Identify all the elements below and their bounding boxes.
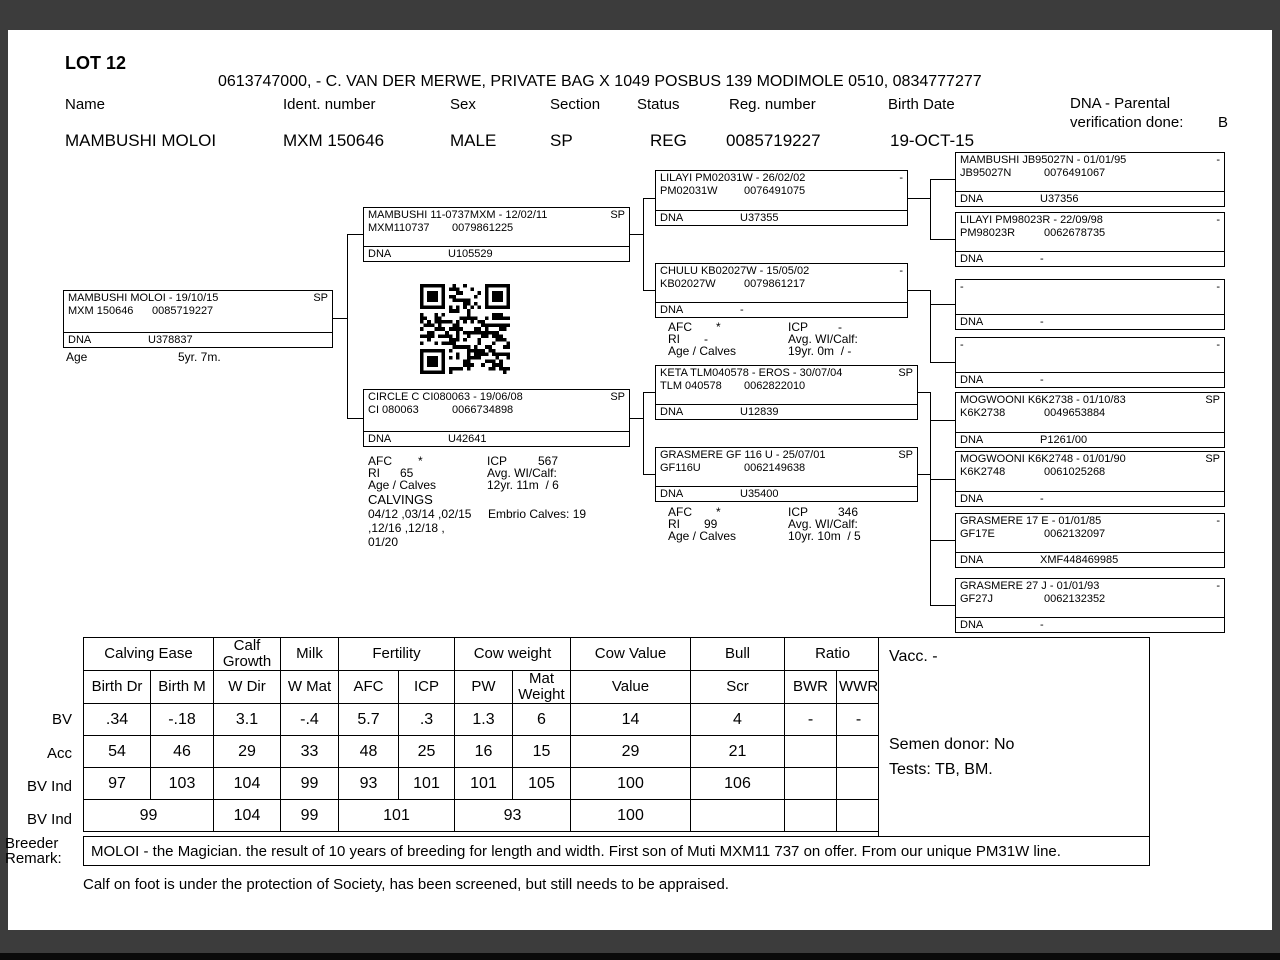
table-cell: 93 xyxy=(339,768,399,800)
value-section: SP xyxy=(550,131,573,150)
animal-id: KB02027W xyxy=(660,278,716,290)
dna-label: DNA xyxy=(960,252,984,265)
animal-id: PM98023R xyxy=(960,227,1016,239)
table-cell: 29 xyxy=(571,736,691,768)
dna-value: - xyxy=(1040,492,1044,505)
dna-verification-flag: B xyxy=(1218,114,1229,131)
table-cell: 105 xyxy=(513,768,571,800)
pedigree-connector-line xyxy=(930,239,955,240)
breeder-remark-box xyxy=(83,836,1150,866)
vacc-box xyxy=(878,637,1150,837)
pedigree-connector-line xyxy=(930,290,931,363)
gp4-icp-label: ICP xyxy=(788,505,809,519)
dna-value: U378837 xyxy=(148,333,193,346)
breeder-remark-label-1: Breeder xyxy=(5,835,59,852)
pedigree-connector-line xyxy=(930,362,955,363)
table-cell: 99 xyxy=(281,768,339,800)
breeding-values-table xyxy=(83,637,881,832)
pedigree-connector-line xyxy=(347,234,363,235)
pedigree-connector-line xyxy=(347,418,363,419)
animal-title: LILAYI PM98023R - 22/09/98 xyxy=(960,214,1103,226)
dna-label: DNA xyxy=(960,553,984,566)
pedigree-box-sire xyxy=(363,207,630,262)
label-reg-number: Reg. number xyxy=(729,96,816,113)
dam-agecalves-value: 12yr. 11m / 6 xyxy=(487,478,559,492)
embrio-calves: Embrio Calves: 19 xyxy=(488,507,587,521)
calvings-line1: 04/12 ,03/14 ,02/15 xyxy=(368,507,472,521)
table-cell: 101 xyxy=(455,768,513,800)
dna-value: U105529 xyxy=(448,247,493,260)
pedigree-connector-line xyxy=(918,392,930,393)
gp2-icp-label: ICP xyxy=(788,320,809,334)
section-flag: SP xyxy=(898,449,913,461)
animal-title: - xyxy=(960,339,964,351)
col-header: W Mat xyxy=(281,671,339,704)
dam-ri-label: RI xyxy=(368,466,380,480)
value-reg-number: 0085719227 xyxy=(726,131,821,150)
dna-value: U37356 xyxy=(1040,192,1079,205)
pedigree-connector-line xyxy=(930,479,955,480)
animal-id: MXM 150646 xyxy=(68,305,134,317)
dam-afc-value: * xyxy=(418,454,423,468)
table-cell: .34 xyxy=(84,704,151,736)
dna-label: DNA xyxy=(368,432,392,445)
col-header: WWR xyxy=(837,671,881,704)
animal-reg: 0062132352 xyxy=(1044,593,1106,605)
col-header: Value xyxy=(571,671,691,704)
col-header: Scr xyxy=(691,671,785,704)
section-flag: - xyxy=(1216,515,1220,527)
table-cell xyxy=(837,800,881,832)
calvings-line3: 01/20 xyxy=(368,535,399,549)
table-cell: 99 xyxy=(281,800,339,832)
label-dna-parental: DNA - Parental xyxy=(1070,95,1171,112)
group-cow-value: Cow Value xyxy=(571,638,691,671)
pedigree-box-gp4 xyxy=(655,447,918,502)
animal-id: JB95027N xyxy=(960,167,1012,179)
gp4-ri-value: 99 xyxy=(704,517,718,531)
pedigree-box-ggp8 xyxy=(955,578,1225,633)
table-cell: 1.3 xyxy=(455,704,513,736)
animal-reg: 0049653884 xyxy=(1044,407,1106,419)
col-header: AFC xyxy=(339,671,399,704)
label-birth-date: Birth Date xyxy=(888,96,955,113)
pedigree-connector-line xyxy=(918,474,930,475)
dam-avg-label: Avg. WI/Calf: xyxy=(487,466,557,480)
section-flag: SP xyxy=(313,292,328,304)
breeder-contact-line: 0613747000, - C. VAN DER MERWE, PRIVATE BAG X 1049 POSBUS 139 MODIMOLE 0510, 0834777277 xyxy=(218,73,982,90)
group-milk: Milk xyxy=(281,638,339,671)
section-flag: - xyxy=(1216,339,1220,351)
animal-title: GRASMERE 17 E - 01/01/85 xyxy=(960,515,1102,527)
dna-label: DNA xyxy=(68,333,92,346)
section-flag: SP xyxy=(610,209,625,221)
animal-title: CIRCLE C CI080063 - 19/06/08 xyxy=(368,391,523,403)
group-bull: Bull xyxy=(691,638,785,671)
pedigree-connector-line xyxy=(643,290,655,291)
pedigree-connector-line xyxy=(643,392,655,393)
animal-reg: 0076491067 xyxy=(1044,167,1106,179)
table-cell: 93 xyxy=(455,800,571,832)
value-ident-number: MXM 150646 xyxy=(283,131,385,150)
animal-id: GF17E xyxy=(960,528,995,540)
col-header: BWR xyxy=(785,671,837,704)
footer-note: Calf on foot is under the protection of Society, has been screened, but still needs to be appraised. xyxy=(83,876,729,893)
row-label-bv: BV xyxy=(51,711,72,728)
dna-value: - xyxy=(740,303,744,316)
lot-number: LOT 12 xyxy=(65,53,127,73)
dna-label: DNA xyxy=(660,303,684,316)
animal-title: LILAYI PM02031W - 26/02/02 xyxy=(660,172,806,184)
label-ident-number: Ident. number xyxy=(283,96,376,113)
dna-label: DNA xyxy=(960,492,984,505)
table-cell: 33 xyxy=(281,736,339,768)
table-cell: 99 xyxy=(84,800,214,832)
animal-title: MAMBUSHI JB95027N - 01/01/95 xyxy=(960,154,1127,166)
pedigree-connector-line xyxy=(630,418,643,419)
label-verification-done: verification done: xyxy=(1070,114,1184,131)
animal-title: KETA TLM040578 - EROS - 30/07/04 xyxy=(660,367,843,379)
section-flag: - xyxy=(1216,154,1220,166)
gp2-ri-value: - xyxy=(704,332,708,346)
table-cell: 25 xyxy=(399,736,455,768)
animal-reg: 0079861217 xyxy=(744,278,806,290)
pedigree-connector-line xyxy=(930,179,955,180)
gp4-afc-value: * xyxy=(716,505,721,519)
table-cell: 104 xyxy=(214,800,281,832)
animal-reg: 0061025268 xyxy=(1044,466,1106,478)
age-value: 5yr. 7m. xyxy=(178,350,221,364)
pedigree-box-gp3 xyxy=(655,365,918,420)
table-cell: -.18 xyxy=(151,704,214,736)
table-cell: 100 xyxy=(571,800,691,832)
dam-ri-value: 65 xyxy=(400,466,414,480)
gp2-avg-label: Avg. WI/Calf: xyxy=(788,332,858,346)
table-cell: 46 xyxy=(151,736,214,768)
table-cell: 4 xyxy=(691,704,785,736)
gp4-agecalves-label: Age / Calves xyxy=(668,529,737,543)
animal-title: GRASMERE 27 J - 01/01/93 xyxy=(960,580,1100,592)
col-header: ICP xyxy=(399,671,455,704)
table-cell: -.4 xyxy=(281,704,339,736)
breeder-remark-label-2: Remark: xyxy=(5,850,62,867)
pedigree-box-gp2 xyxy=(655,263,908,318)
value-status: REG xyxy=(650,131,687,150)
label-section: Section xyxy=(550,96,601,113)
animal-title: - xyxy=(960,281,964,293)
animal-reg: 0066734898 xyxy=(452,404,514,416)
dna-label: DNA xyxy=(960,373,984,386)
table-cell: 106 xyxy=(691,768,785,800)
gp4-ri-label: RI xyxy=(668,517,680,531)
table-cell: 101 xyxy=(399,768,455,800)
table-cell: 101 xyxy=(339,800,455,832)
group-fertility: Fertility xyxy=(339,638,455,671)
section-flag: - xyxy=(1216,580,1220,592)
group-cow-weight: Cow weight xyxy=(455,638,571,671)
value-birth-date: 19-OCT-15 xyxy=(890,131,975,150)
dna-label: DNA xyxy=(660,211,684,224)
row-label-acc: Acc xyxy=(46,745,72,762)
animal-title: MAMBUSHI 11-0737MXM - 12/02/11 xyxy=(368,209,548,221)
dna-value: - xyxy=(1040,315,1044,328)
pedigree-box-subject xyxy=(63,290,333,348)
dam-icp-label: ICP xyxy=(487,454,508,468)
calvings-line2: ,12/16 ,12/18 , xyxy=(368,521,445,535)
pedigree-connector-line xyxy=(930,179,931,240)
table-cell: .3 xyxy=(399,704,455,736)
value-name: MAMBUSHI MOLOI xyxy=(65,131,217,150)
vacc-status: Vacc. - xyxy=(889,648,938,665)
dna-value: U42641 xyxy=(448,432,487,445)
dna-value: U12839 xyxy=(740,405,779,418)
calvings-label: CALVINGS xyxy=(368,492,433,507)
qr-code xyxy=(420,284,510,374)
pedigree-connector-line xyxy=(643,474,655,475)
pedigree-box-gp1 xyxy=(655,170,908,226)
table-group-header-row xyxy=(84,638,881,671)
animal-reg: 0062678735 xyxy=(1044,227,1106,239)
section-flag: - xyxy=(899,172,903,184)
dam-icp-value: 567 xyxy=(538,454,559,468)
pedigree-connector-line xyxy=(643,198,644,291)
dna-label: DNA xyxy=(660,405,684,418)
col-header: Birth Dr xyxy=(84,671,151,704)
value-sex: MALE xyxy=(450,131,497,150)
animal-reg: 0079861225 xyxy=(452,222,514,234)
animal-reg: 0085719227 xyxy=(152,305,214,317)
pedigree-connector-line xyxy=(908,290,930,291)
col-header: Birth M xyxy=(151,671,214,704)
table-cell: 104 xyxy=(214,768,281,800)
dna-label: DNA xyxy=(960,192,984,205)
table-cell: 5.7 xyxy=(339,704,399,736)
row-label-bv-ind-combined: BV Ind xyxy=(26,811,72,828)
table-column-header-row xyxy=(84,671,881,704)
table-cell: - xyxy=(785,704,837,736)
pedigree-box-ggp2 xyxy=(955,212,1225,267)
dna-label: DNA xyxy=(960,433,984,446)
gp4-afc-label: AFC xyxy=(668,505,692,519)
gp4-avg-label: Avg. WI/Calf: xyxy=(788,517,858,531)
table-cell: 15 xyxy=(513,736,571,768)
dna-value: - xyxy=(1040,373,1044,386)
animal-title: MOGWOONI K6K2738 - 01/10/83 xyxy=(960,394,1126,406)
gp2-afc-value: * xyxy=(716,320,721,334)
pedigree-connector-line xyxy=(630,234,643,235)
pedigree-box-ggp4 xyxy=(955,337,1225,388)
pedigree-connector-line xyxy=(930,605,955,606)
table-cell: 29 xyxy=(214,736,281,768)
table-cell: 100 xyxy=(571,768,691,800)
table-cell: 21 xyxy=(691,736,785,768)
section-flag: - xyxy=(1216,281,1220,293)
col-header: W Dir xyxy=(214,671,281,704)
section-flag: SP xyxy=(1205,394,1220,406)
group-calving-ease: Calving Ease xyxy=(84,638,214,671)
pedigree-connector-line xyxy=(930,540,955,541)
gp4-icp-value: 346 xyxy=(838,505,859,519)
pedigree-box-ggp3 xyxy=(955,279,1225,330)
table-cell xyxy=(837,736,881,768)
animal-reg: 0062822010 xyxy=(744,380,806,392)
table-cell xyxy=(837,768,881,800)
gp2-ri-label: RI xyxy=(668,332,680,346)
table-row-bv-ind-combined xyxy=(84,800,881,832)
table-cell xyxy=(785,768,837,800)
table-cell: 6 xyxy=(513,704,571,736)
semen-donor: Semen donor: No xyxy=(889,736,1015,753)
animal-id: MXM110737 xyxy=(368,222,430,234)
tests: Tests: TB, BM. xyxy=(889,761,993,778)
pedigree-connector-line xyxy=(643,198,655,199)
gp2-agecalves-label: Age / Calves xyxy=(668,344,737,358)
dna-value: - xyxy=(1040,252,1044,265)
section-flag: SP xyxy=(1205,453,1220,465)
table-cell: 3.1 xyxy=(214,704,281,736)
dna-value: XMF448469985 xyxy=(1040,553,1119,566)
table-cell xyxy=(785,736,837,768)
animal-id: TLM 040578 xyxy=(660,380,722,392)
table-cell: 16 xyxy=(455,736,513,768)
table-cell: 54 xyxy=(84,736,151,768)
group-ratio: Ratio xyxy=(785,638,881,671)
gp2-icp-value: - xyxy=(838,320,842,334)
dna-label: DNA xyxy=(660,487,684,500)
animal-reg: 0076491075 xyxy=(744,185,806,197)
age-label: Age xyxy=(66,350,88,364)
pedigree-box-ggp5 xyxy=(955,392,1225,448)
section-flag: SP xyxy=(610,391,625,403)
label-sex: Sex xyxy=(450,96,476,113)
pedigree-connector-line xyxy=(930,304,955,305)
gp2-agecalves-value: 19yr. 0m / - xyxy=(788,344,852,358)
dna-label: DNA xyxy=(368,247,392,260)
label-name: Name xyxy=(65,96,106,113)
animal-id: K6K2738 xyxy=(960,407,1006,419)
col-header: Mat Weight xyxy=(513,671,571,704)
table-cell xyxy=(691,800,785,832)
table-row-acc xyxy=(84,736,881,768)
animal-id: K6K2748 xyxy=(960,466,1006,478)
animal-title: MAMBUSHI MOLOI - 19/10/15 xyxy=(68,292,219,304)
gp2-afc-label: AFC xyxy=(668,320,692,334)
table-cell: - xyxy=(837,704,881,736)
table-cell: 14 xyxy=(571,704,691,736)
table-cell xyxy=(785,800,837,832)
table-row-bv xyxy=(84,704,881,736)
section-flag: SP xyxy=(898,367,913,379)
animal-reg: 0062149638 xyxy=(744,462,806,474)
dam-afc-label: AFC xyxy=(368,454,392,468)
pedigree-box-ggp1 xyxy=(955,152,1225,207)
pedigree-box-ggp6 xyxy=(955,451,1225,507)
label-status: Status xyxy=(637,96,680,113)
table-row-bv-ind xyxy=(84,768,881,800)
section-flag: - xyxy=(1216,214,1220,226)
animal-title: GRASMERE GF 116 U - 25/07/01 xyxy=(660,449,826,461)
animal-id: GF27J xyxy=(960,593,994,605)
animal-title: MOGWOONI K6K2748 - 01/01/90 xyxy=(960,453,1126,465)
pedigree-connector-line xyxy=(347,234,348,419)
dam-agecalves-label: Age / Calves xyxy=(368,478,437,492)
pedigree-connector-line xyxy=(333,318,347,319)
table-cell: 103 xyxy=(151,768,214,800)
row-label-bv-ind: BV Ind xyxy=(26,778,72,795)
animal-reg: 0062132097 xyxy=(1044,528,1106,540)
dna-label: DNA xyxy=(960,315,984,328)
pedigree-connector-line xyxy=(930,420,955,421)
animal-id: CI 080063 xyxy=(368,404,419,416)
table-cell: 97 xyxy=(84,768,151,800)
section-flag: - xyxy=(899,265,903,277)
dna-label: DNA xyxy=(960,618,984,631)
col-header: PW xyxy=(455,671,513,704)
pedigree-connector-line xyxy=(930,392,931,480)
animal-id: GF116U xyxy=(660,462,701,474)
dna-value: U37355 xyxy=(740,211,779,224)
pedigree-connector-line xyxy=(643,392,644,475)
pedigree-box-ggp7 xyxy=(955,513,1225,568)
pedigree-connector-line xyxy=(908,198,930,199)
breeder-remark-text: MOLOI - the Magician. the result of 10 years of breeding for length and width. First son of Muti MXM11 737 on offer. From our unique PM31W line. xyxy=(91,842,1061,860)
animal-title: CHULU KB02027W - 15/05/02 xyxy=(660,265,810,277)
group-calf-growth: Calf Growth xyxy=(214,638,281,671)
dna-value: - xyxy=(1040,618,1044,631)
dna-value: P1261/00 xyxy=(1040,433,1088,446)
pedigree-box-dam xyxy=(363,389,630,447)
table-cell: 48 xyxy=(339,736,399,768)
dna-value: U35400 xyxy=(740,487,779,500)
animal-id: PM02031W xyxy=(660,185,718,197)
gp4-agecalves-value: 10yr. 10m / 5 xyxy=(788,529,861,543)
